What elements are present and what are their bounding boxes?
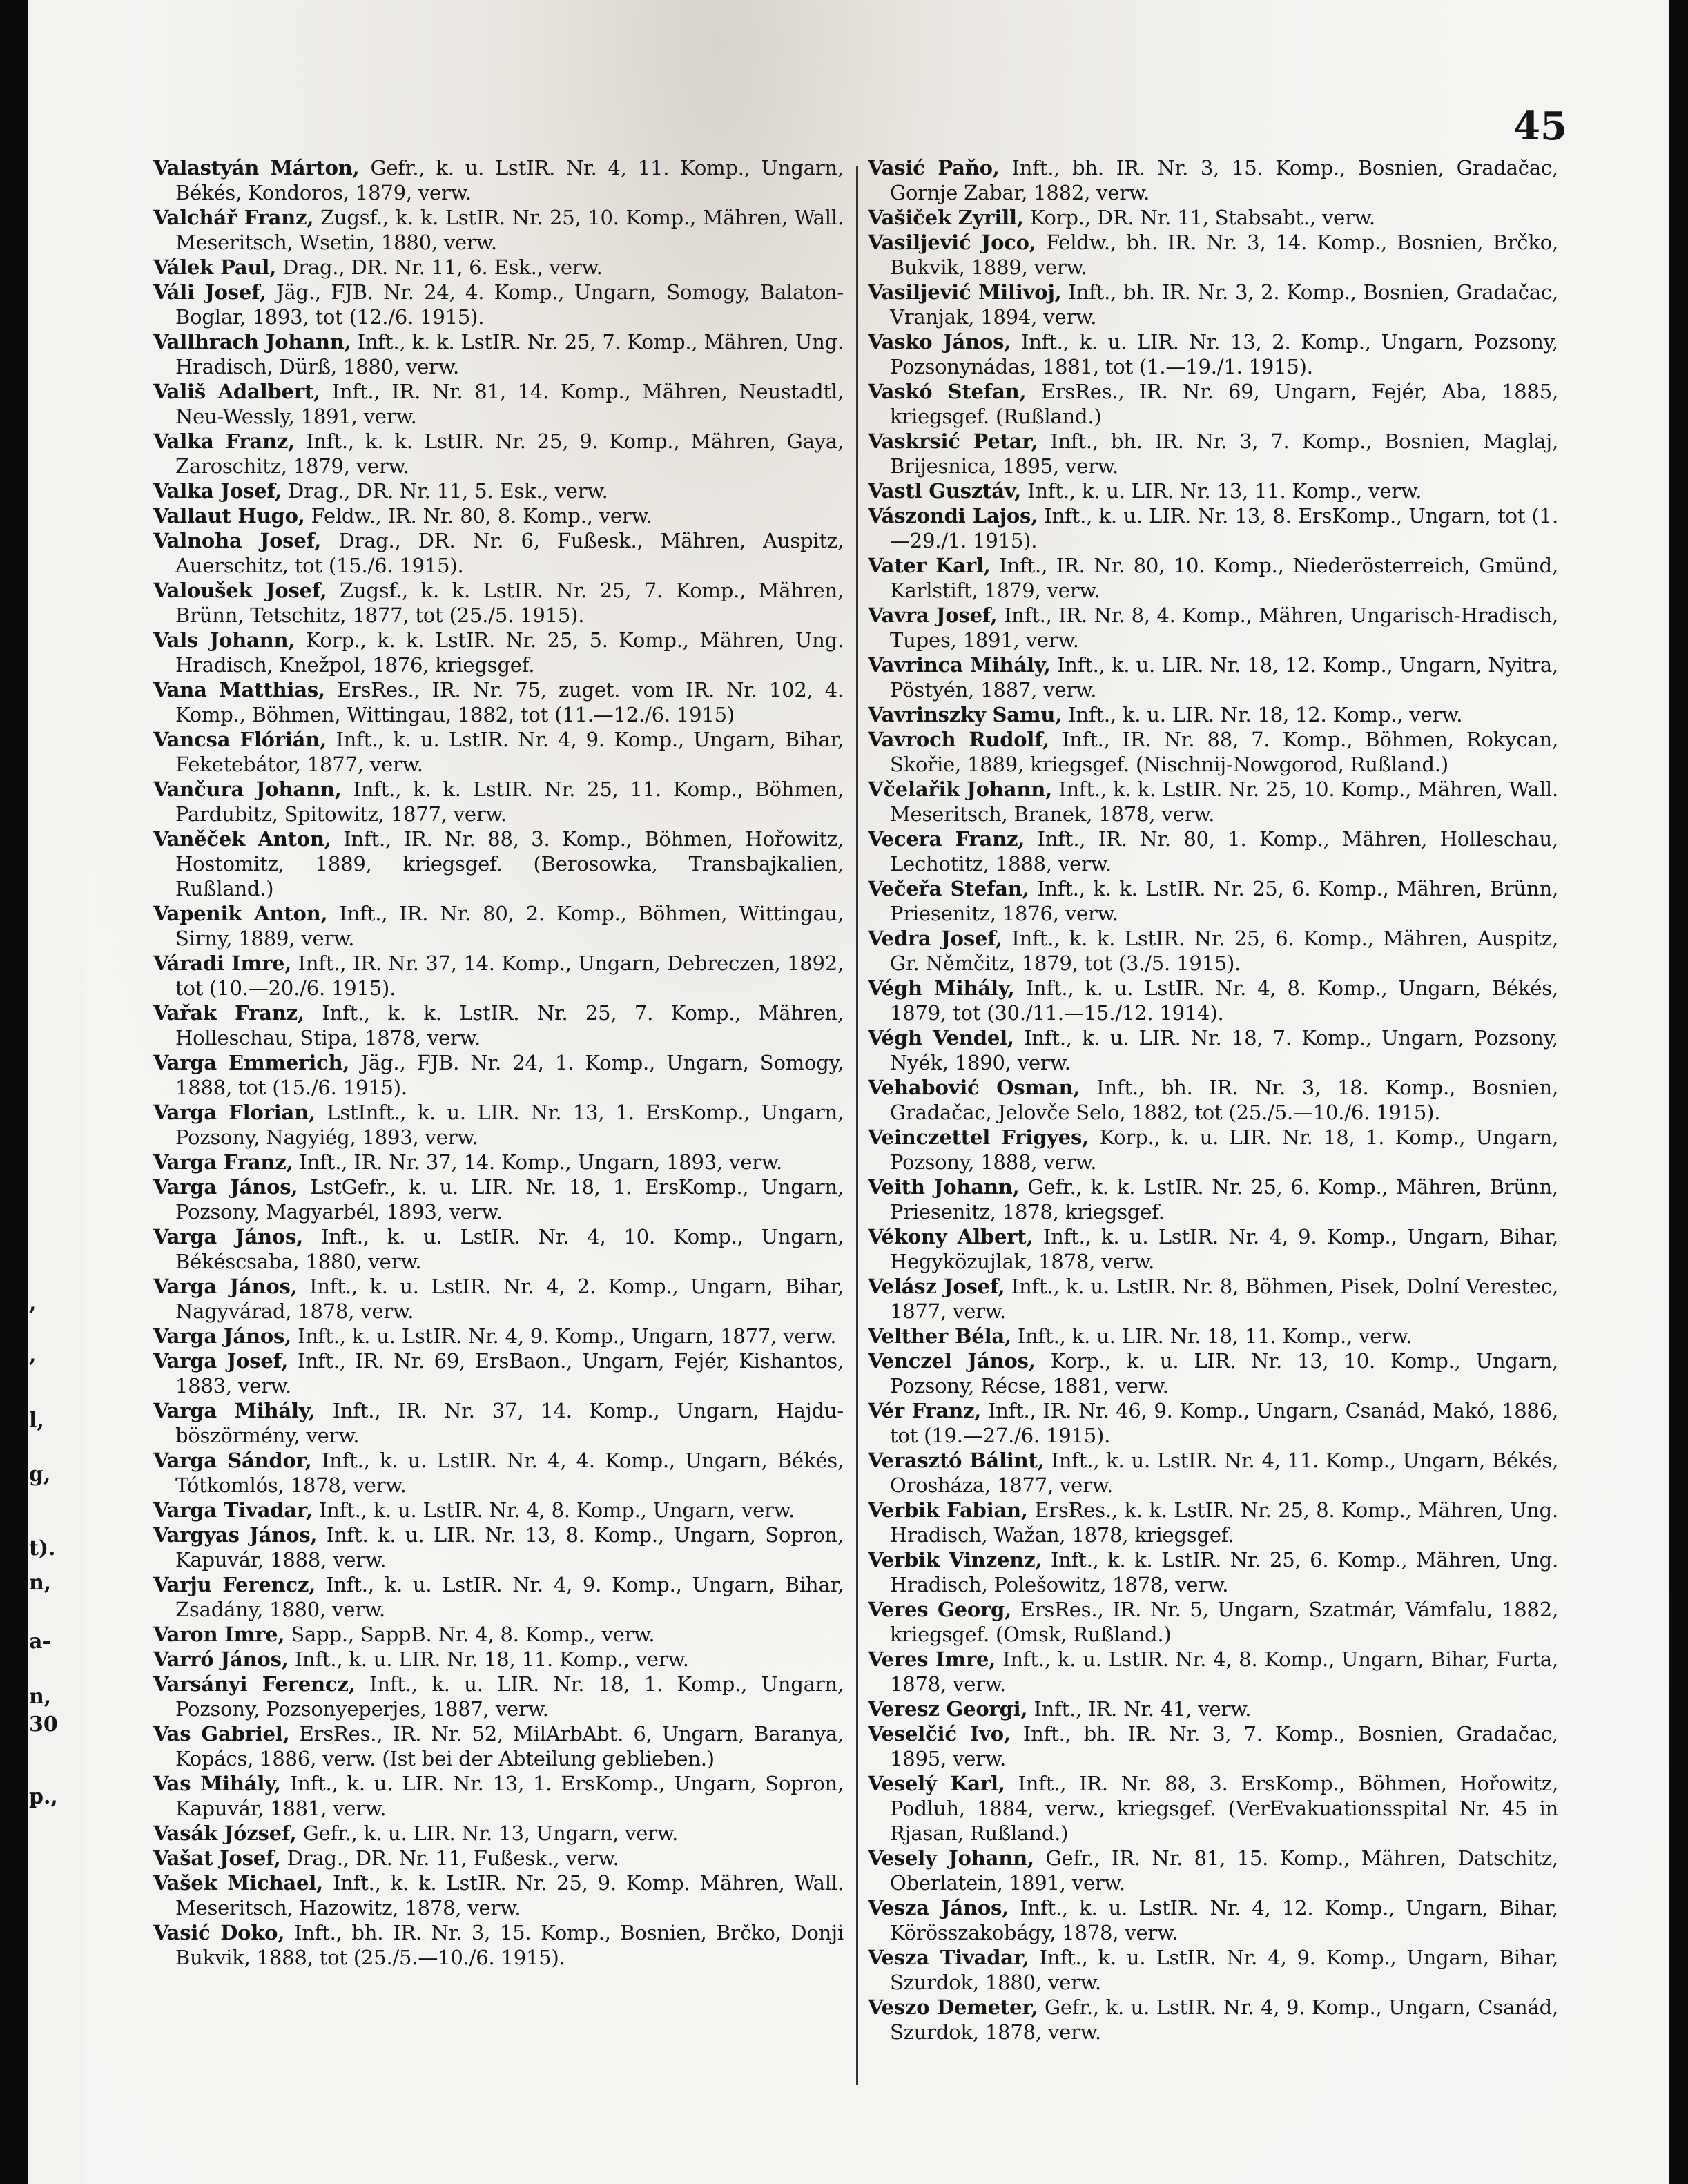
entry-details: Inft., k. u. LIR. Nr. 18, 11. Komp., verw. <box>1017 1324 1413 1348</box>
entry-name: Vališ Adalbert, <box>153 380 320 403</box>
entry-details: Inft. k. u. LIR. Nr. 13, 8. Komp., Ungarn, Sopron, Kapuvár, 1888, verw. <box>175 1523 844 1572</box>
entry-details: Drag., DR. Nr. 11, 5. Esk., verw. <box>288 479 608 503</box>
entry-name: Varga Franz, <box>153 1150 293 1174</box>
entry-details: Inft., k. u. LIR. Nr. 18, 11. Komp., verw. <box>294 1647 689 1671</box>
roll-entry <box>153 1572 844 1622</box>
roll-entry <box>153 1846 844 1871</box>
previous-page-margin <box>28 0 84 2184</box>
entry-details: Inft., k. k. LstIR. Nr. 25, 10. Komp., Mähren, Wall. Meseritsch, Branek, 1878, verw. <box>890 777 1558 826</box>
roll-entry <box>868 727 1558 777</box>
entry-name: Varga Emmerich, <box>153 1051 350 1074</box>
roll-entry <box>868 926 1558 976</box>
entry-name: Vasák József, <box>153 1821 297 1845</box>
entry-name: Valastyán Márton, <box>153 156 360 180</box>
roll-entry <box>868 976 1558 1025</box>
entry-details: Inft., k. u. LIR. Nr. 18, 1. Komp., Ungarn, Pozsony, Pozsonyeperjes, 1887, verw. <box>175 1672 844 1721</box>
roll-entry <box>868 1647 1558 1697</box>
roll-entry <box>868 1846 1558 1895</box>
roll-entry <box>153 901 844 951</box>
margin-fragment: 30 <box>29 1712 58 1737</box>
roll-entry <box>153 827 844 901</box>
entry-details: Korp., DR. Nr. 11, Stabsabt., verw. <box>1029 206 1375 229</box>
scan-left-border <box>0 0 28 2184</box>
roll-entry <box>153 1771 844 1821</box>
column-divider <box>856 166 858 2085</box>
roll-entry <box>868 1025 1558 1075</box>
entry-details: Inft., k. u. LstIR. Nr. 4, 9. Komp., Ungarn, Bihar, Hegyközujlak, 1878, verw. <box>890 1225 1558 1273</box>
roll-entry <box>153 1920 844 1970</box>
roll-entry <box>868 827 1558 876</box>
roll-entry <box>153 528 844 578</box>
entry-name: Vasiljević Joco, <box>868 231 1036 254</box>
entry-name: Vana Matthias, <box>153 678 325 702</box>
roll-entry <box>868 1995 1558 2045</box>
entry-name: Veres Georg, <box>868 1598 1012 1621</box>
margin-fragment: , <box>29 1291 37 1315</box>
entry-details: Inft., IR. Nr. 46, 9. Komp., Ungarn, Csanád, Makó, 1886, tot (19.—27./6. 1915). <box>890 1399 1558 1447</box>
entry-details: Jäg., FJB. Nr. 24, 1. Komp., Ungarn, Somogy, 1888, tot (15./6. 1915). <box>175 1051 844 1099</box>
roll-entry <box>868 329 1558 379</box>
entry-details: Inft., k. u. LstIR. Nr. 4, 10. Komp., Ungarn, Békéscsaba, 1880, verw. <box>175 1225 844 1273</box>
entry-details: Inft., k. k. LstIR. Nr. 25, 6. Komp., Mähren, Brünn, Priesenitz, 1876, verw. <box>890 877 1558 925</box>
roll-entry <box>868 1597 1558 1647</box>
entry-details: Drag., DR. Nr. 6, Fußesk., Mähren, Auspitz, Auerschitz, tot (15./6. 1915). <box>175 529 844 577</box>
entry-name: Verbik Fabian, <box>868 1498 1028 1522</box>
roll-entry <box>153 1721 844 1771</box>
roll-entry <box>868 603 1558 653</box>
entry-details: Inft., k. k. LstIR. Nr. 25, 6. Komp., Mähren, Auspitz, Gr. Němčitz, 1879, tot (3./5. 1915). <box>890 927 1558 975</box>
entry-name: Varga Sándor, <box>153 1449 312 1472</box>
entry-details: Inft., k. u. LIR. Nr. 13, 2. Komp., Ungarn, Pozsony, Pozsonynádas, 1881, tot (1.—19./1. 1915). <box>890 330 1558 378</box>
roll-entry <box>868 155 1558 205</box>
roll-entry <box>153 1050 844 1100</box>
roll-entry <box>153 1622 844 1647</box>
entry-name: Vesza János, <box>868 1896 1009 1920</box>
entry-name: Veres Imre, <box>868 1647 996 1671</box>
entry-name: Vašat Josef, <box>153 1846 281 1870</box>
roll-entry <box>153 1175 844 1224</box>
entry-details: Inft., k. u. LstIR. Nr. 8, Böhmen, Pisek, Dolní Verestec, 1877, verw. <box>890 1275 1558 1323</box>
roll-entry <box>153 1448 844 1498</box>
entry-name: Včelařik Johann, <box>868 777 1053 801</box>
entry-name: Varga János, <box>153 1275 298 1298</box>
roll-entry <box>868 280 1558 329</box>
entry-name: Veszo Demeter, <box>868 1995 1038 2019</box>
entry-details: Gefr., k. u. LstIR. Nr. 4, 11. Komp., Ungarn, Békés, Kondoros, 1879, verw. <box>175 156 844 204</box>
roll-entry <box>868 1697 1558 1721</box>
roll-entry <box>153 429 844 479</box>
entry-details: Inft., IR. Nr. 88, 3. Komp., Böhmen, Hořowitz, Hostomitz, 1889, kriegsgef. (Berosowka, Transbajkalien, Rußland.) <box>175 827 844 900</box>
entry-details: Inft., IR. Nr. 69, ErsBaon., Ungarn, Fejér, Kishantos, 1883, verw. <box>175 1349 844 1398</box>
entry-name: Večeřa Stefan, <box>868 877 1029 900</box>
roll-entry <box>153 1224 844 1274</box>
entry-details: Inft., k. k. LstIR. Nr. 25, 9. Komp. Mähren, Wall. Meseritsch, Hazowitz, 1878, verw. <box>175 1871 844 1920</box>
entry-name: Vesza Tivadar, <box>868 1946 1029 1969</box>
entry-name: Vas Mihály, <box>153 1772 281 1795</box>
entry-name: Varsányi Ferencz, <box>153 1672 356 1696</box>
entry-name: Valnoha Josef, <box>153 529 322 552</box>
entry-details: Inft., bh. IR. Nr. 3, 15. Komp., Bosnien, Gradačac, Gornje Zabar, 1882, verw. <box>890 156 1558 204</box>
entry-details: Inft., bh. IR. Nr. 3, 2. Komp., Bosnien, Gradačac, Vranjak, 1894, verw. <box>890 280 1558 329</box>
margin-fragment: p., <box>29 1785 58 1809</box>
roll-entry <box>153 155 844 205</box>
entry-name: Varga Mihály, <box>153 1399 316 1422</box>
entry-details: Feldw., bh. IR. Nr. 3, 14. Komp., Bosnien, Brčko, Bukvik, 1889, verw. <box>890 231 1558 279</box>
entry-details: Inft., k. k. LstIR. Nr. 25, 11. Komp., Böhmen, Pardubitz, Spitowitz, 1877, verw. <box>175 777 844 826</box>
roll-entry <box>153 205 844 255</box>
roll-entry <box>153 1150 844 1175</box>
entry-name: Vancsa Flórián, <box>153 728 327 751</box>
roll-entry <box>868 553 1558 603</box>
entry-details: Korp., k. u. LIR. Nr. 18, 1. Komp., Ungarn, Pozsony, 1888, verw. <box>890 1125 1558 1174</box>
entry-details: Inft., k. u. LIR. Nr. 18, 7. Komp., Ungarn, Pozsony, Nyék, 1890, verw. <box>890 1026 1558 1074</box>
entry-details: Inft., IR. Nr. 80, 10. Komp., Niederösterreich, Gmünd, Karlstift, 1879, verw. <box>890 554 1558 602</box>
roll-entry <box>153 1672 844 1721</box>
entry-name: Végh Vendel, <box>868 1026 1014 1050</box>
entry-details: Inft., k. u. LIR. Nr. 13, 11. Komp., verw. <box>1027 479 1422 503</box>
entry-details: Inft., k. u. LIR. Nr. 18, 12. Komp., verw. <box>1068 703 1463 726</box>
entry-details: ErsRes., IR. Nr. 69, Ungarn, Fejér, Aba, 1885, kriegsgef. (Rußland.) <box>890 380 1558 428</box>
roll-entry <box>868 429 1558 479</box>
entry-name: Varga Florian, <box>153 1101 316 1124</box>
entry-details: Gefr., k. k. LstIR. Nr. 25, 6. Komp., Mähren, Brünn, Priesenitz, 1878, kriegsgef. <box>890 1175 1558 1224</box>
roll-entry <box>153 1274 844 1324</box>
entry-name: Velász Josef, <box>868 1275 1005 1298</box>
entry-details: Inft., IR. Nr. 41, verw. <box>1034 1697 1252 1721</box>
roll-entry <box>868 1075 1558 1125</box>
entry-details: Korp., k. k. LstIR. Nr. 25, 5. Komp., Mähren, Ung. Hradisch, Knežpol, 1876, kriegsgef. <box>175 628 844 677</box>
roll-entry <box>153 1498 844 1523</box>
entry-details: Feldw., IR. Nr. 80, 8. Komp., verw. <box>311 504 652 528</box>
roll-entry <box>868 1771 1558 1846</box>
entry-details: Inft., IR. Nr. 37, 14. Komp., Ungarn, Hajdu-böszörmény, verw. <box>175 1399 844 1447</box>
entry-name: Vals Johann, <box>153 628 295 652</box>
entry-details: Inft., k. u. LIR. Nr. 18, 12. Komp., Ungarn, Nyitra, Pöstyén, 1887, verw. <box>890 653 1558 702</box>
entry-details: Inft., k. u. LstIR. Nr. 4, 8. Komp., Ungarn, Békés, 1879, tot (30./11.—15./12. 1914). <box>890 976 1558 1025</box>
entry-name: Vecera Franz, <box>868 827 1025 851</box>
roll-entry <box>868 1945 1558 1995</box>
roll-entry <box>868 503 1558 553</box>
roll-entry <box>153 1324 844 1349</box>
entry-details: Inft., k. u. LstIR. Nr. 4, 9. Komp., Ungarn, Bihar, Zsadány, 1880, verw. <box>175 1573 844 1621</box>
entry-details: Gefr., k. u. LIR. Nr. 13, Ungarn, verw. <box>302 1821 679 1845</box>
entry-details: LstInft., k. u. LIR. Nr. 13, 1. ErsKomp., Ungarn, Pozsony, Nagyiég, 1893, verw. <box>175 1101 844 1149</box>
entry-details: Inft., k. k. LstIR. Nr. 25, 9. Komp., Mähren, Gaya, Zaroschitz, 1879, verw. <box>175 429 844 478</box>
entry-details: Zugsf., k. k. LstIR. Nr. 25, 10. Komp., Mähren, Wall. Meseritsch, Wsetin, 1880, verw. <box>175 206 844 254</box>
roll-entry <box>153 1523 844 1572</box>
roll-entry <box>868 1547 1558 1597</box>
roll-entry <box>153 1100 844 1150</box>
entry-details: Inft., IR. Nr. 37, 14. Komp., Ungarn, Debreczen, 1892, tot (10.—20./6. 1915). <box>175 951 844 1000</box>
roll-entry <box>153 951 844 1001</box>
entry-name: Vančura Johann, <box>153 777 342 801</box>
entry-details: Korp., k. u. LIR. Nr. 13, 10. Komp., Ungarn, Pozsony, Récse, 1881, verw. <box>890 1349 1558 1398</box>
entry-details: Zugsf., k. k. LstIR. Nr. 25, 7. Komp., Mähren, Brünn, Tetschitz, 1877, tot (25./5. 1915). <box>175 579 844 627</box>
entry-name: Valka Josef, <box>153 479 282 503</box>
margin-fragment: , <box>29 1343 37 1367</box>
roll-entry <box>153 503 844 528</box>
entry-name: Veselčić Ivo, <box>868 1722 1011 1746</box>
entry-details: Inft., bh. IR. Nr. 3, 7. Komp., Bosnien, Gradačac, 1895, verw. <box>890 1722 1558 1770</box>
entry-name: Vavroch Rudolf, <box>868 728 1049 751</box>
margin-fragment: a- <box>29 1630 51 1654</box>
entry-details: Sapp., SappB. Nr. 4, 8. Komp., verw. <box>291 1623 655 1646</box>
entry-details: Inft., k. u. LstIR. Nr. 4, 8. Komp., Ungarn, verw. <box>318 1498 795 1522</box>
scan-right-border <box>1669 0 1688 2184</box>
roll-entry <box>868 777 1558 827</box>
entry-details: Inft., k. k. LstIR. Nr. 25, 7. Komp., Mähren, Ung. Hradisch, Dürß, 1880, verw. <box>175 330 844 378</box>
entry-details: ErsRes., IR. Nr. 52, MilArbAbt. 6, Ungarn, Baranya, Kopács, 1886, verw. (Ist bei der Abteilung geblieben.) <box>175 1722 844 1770</box>
entry-name: Vér Franz, <box>868 1399 982 1422</box>
entry-name: Vastl Gusztáv, <box>868 479 1022 503</box>
margin-fragment: t). <box>29 1536 56 1560</box>
entry-name: Vasko János, <box>868 330 1011 354</box>
entry-name: Vargyas János, <box>153 1523 318 1547</box>
entry-details: Inft., k. u. LIR. Nr. 13, 8. ErsKomp., Ungarn, tot (1.—29./1. 1915). <box>890 504 1558 552</box>
entry-details: Inft., k. u. LstIR. Nr. 4, 9. Komp., Ungarn, Bihar, Szurdok, 1880, verw. <box>890 1946 1558 1994</box>
entry-name: Vasić Paňo, <box>868 156 1000 180</box>
entry-name: Vas Gabriel, <box>153 1722 290 1746</box>
entry-details: Inft., k. u. LstIR. Nr. 4, 12. Komp., Ungarn, Bihar, Körösszakobágy, 1878, verw. <box>890 1896 1558 1944</box>
roll-entry <box>153 329 844 379</box>
roll-entry <box>868 1324 1558 1349</box>
roll-entry <box>153 379 844 429</box>
entry-details: LstGefr., k. u. LIR. Nr. 18, 1. ErsKomp., Ungarn, Pozsony, Magyarbél, 1893, verw. <box>175 1175 844 1224</box>
entry-name: Veresz Georgi, <box>868 1697 1028 1721</box>
entry-name: Vater Karl, <box>868 554 991 577</box>
roll-entry <box>153 578 844 628</box>
entry-details: Inft., k. k. LstIR. Nr. 25, 6. Komp., Mähren, Ung. Hradisch, Polešowitz, 1878, verw. <box>890 1548 1558 1596</box>
entry-name: Vehabović Osman, <box>868 1076 1080 1099</box>
entry-details: Inft., k. u. LstIR. Nr. 4, 11. Komp., Ungarn, Békés, Orosháza, 1877, verw. <box>890 1449 1558 1497</box>
roll-entry <box>153 479 844 503</box>
entry-name: Verasztó Bálint, <box>868 1449 1045 1472</box>
entry-details: Inft., IR. Nr. 81, 14. Komp., Mähren, Neustadtl, Neu-Wessly, 1891, verw. <box>175 380 844 428</box>
roll-entry <box>868 1895 1558 1945</box>
roll-entry <box>868 1349 1558 1398</box>
entry-name: Veith Johann, <box>868 1175 1020 1199</box>
entry-details: ErsRes., IR. Nr. 5, Ungarn, Szatmár, Vámfalu, 1882, kriegsgef. (Omsk, Rußland.) <box>890 1598 1558 1646</box>
entry-details: Inft., k. k. LstIR. Nr. 25, 7. Komp., Mähren, Holleschau, Stipa, 1878, verw. <box>175 1001 844 1050</box>
entry-details: Inft., bh. IR. Nr. 3, 18. Komp., Bosnien, Gradačac, Jelovče Selo, 1882, tot (25./5.—10./6. 1915). <box>890 1076 1558 1124</box>
document-page <box>84 0 1669 2184</box>
entry-details: ErsRes., k. k. LstIR. Nr. 25, 8. Komp., Mähren, Ung. Hradisch, Wažan, 1878, kriegsgef. <box>890 1498 1558 1547</box>
page-number: 45 <box>1513 104 1567 149</box>
entry-details: Gefr., IR. Nr. 81, 15. Komp., Mähren, Datschitz, Oberlatein, 1891, verw. <box>890 1846 1558 1895</box>
entry-details: ErsRes., IR. Nr. 75, zuget. vom IR. Nr. 102, 4. Komp., Böhmen, Wittingau, 1882, tot (11.—12./6. 1915) <box>175 678 844 726</box>
entry-details: Inft., bh. IR. Nr. 3, 7. Komp., Bosnien, Maglaj, Brijesnica, 1895, verw. <box>890 429 1558 478</box>
roll-entry <box>153 1349 844 1398</box>
entry-name: Veinczettel Frigyes, <box>868 1125 1089 1149</box>
roll-entry <box>868 702 1558 727</box>
entry-name: Végh Mihály, <box>868 976 1015 1000</box>
entry-details: Inft., IR. Nr. 88, 7. Komp., Böhmen, Rokycan, Skořie, 1889, kriegsgef. (Nischnij-Nowgorod, Rußland.) <box>890 728 1558 776</box>
roll-entry <box>153 1001 844 1050</box>
entry-details: Inft., k. u. LstIR. Nr. 4, 9. Komp., Ungarn, 1877, verw. <box>298 1324 837 1348</box>
roll-entry <box>868 876 1558 926</box>
entry-name: Vašek Michael, <box>153 1871 323 1895</box>
entry-name: Varon Imre, <box>153 1623 285 1646</box>
margin-fragment: n, <box>29 1685 52 1709</box>
entry-name: Vaněček Anton, <box>153 827 331 851</box>
roll-entry <box>153 1398 844 1448</box>
roll-entry <box>153 777 844 827</box>
roll-entry <box>868 1274 1558 1324</box>
roll-entry <box>868 1398 1558 1448</box>
entry-name: Varga János, <box>153 1324 292 1348</box>
entry-name: Valchář Franz, <box>153 206 314 229</box>
right-column <box>868 155 1558 2151</box>
roll-entry <box>868 205 1558 230</box>
roll-entry <box>868 1175 1558 1224</box>
roll-entry <box>868 479 1558 503</box>
roll-entry <box>153 1821 844 1846</box>
roll-entry <box>868 1448 1558 1498</box>
roll-entry <box>868 1498 1558 1547</box>
entry-name: Vékony Albert, <box>868 1225 1034 1248</box>
entry-name: Vasiljević Milivoj, <box>868 280 1062 304</box>
entry-name: Vaskó Stefan, <box>868 380 1027 403</box>
entry-details: Inft., k. u. LstIR. Nr. 4, 9. Komp., Ungarn, Bihar, Feketebátor, 1877, verw. <box>175 728 844 776</box>
entry-details: Inft., IR. Nr. 8, 4. Komp., Mähren, Ungarisch-Hradisch, Tupes, 1891, verw. <box>890 603 1558 652</box>
roll-entry <box>868 1125 1558 1175</box>
entry-name: Vallaut Hugo, <box>153 504 305 528</box>
roll-entry <box>153 1871 844 1920</box>
roll-entry <box>868 1721 1558 1771</box>
entry-name: Verbik Vinzenz, <box>868 1548 1042 1572</box>
entry-details: Inft., k. u. LstIR. Nr. 4, 8. Komp., Ungarn, Bihar, Furta, 1878, verw. <box>890 1647 1558 1696</box>
entry-name: Vesely Johann, <box>868 1846 1034 1870</box>
entry-details: Inft., IR. Nr. 80, 2. Komp., Böhmen, Wittingau, Sirny, 1889, verw. <box>175 902 844 950</box>
roll-entry <box>153 628 844 677</box>
entry-name: Varga Tivadar, <box>153 1498 313 1522</box>
entry-name: Váli Josef, <box>153 280 266 304</box>
entry-name: Valka Franz, <box>153 429 295 453</box>
entry-name: Varga János, <box>153 1175 298 1199</box>
entry-name: Vavra Josef, <box>868 603 998 627</box>
entry-name: Varju Ferencz, <box>153 1573 316 1596</box>
roll-entry <box>153 255 844 280</box>
roll-entry <box>868 379 1558 429</box>
entry-name: Vařak Franz, <box>153 1001 304 1025</box>
entry-details: Gefr., k. u. LstIR. Nr. 4, 9. Komp., Ungarn, Csanád, Szurdok, 1878, verw. <box>890 1995 1558 2044</box>
entry-name: Veselý Karl, <box>868 1772 1005 1795</box>
entry-name: Vászondi Lajos, <box>868 504 1038 528</box>
entry-details: Inft., k. u. LstIR. Nr. 4, 2. Komp., Ungarn, Bihar, Nagyvárad, 1878, verw. <box>175 1275 844 1323</box>
roll-entry <box>153 280 844 329</box>
entry-details: Inft., k. u. LIR. Nr. 13, 1. ErsKomp., Ungarn, Sopron, Kapuvár, 1881, verw. <box>175 1772 844 1820</box>
entry-name: Vaskrsić Petar, <box>868 429 1038 453</box>
entry-name: Venczel János, <box>868 1349 1036 1373</box>
roll-entry <box>153 677 844 727</box>
entry-name: Valoušek Josef, <box>153 579 327 602</box>
entry-name: Varga Josef, <box>153 1349 289 1373</box>
entry-name: Velther Béla, <box>868 1324 1011 1348</box>
entry-name: Varró János, <box>153 1647 289 1671</box>
entry-name: Váradi Imre, <box>153 951 292 975</box>
entry-details: Inft., IR. Nr. 80, 1. Komp., Mähren, Holleschau, Lechotitz, 1888, verw. <box>890 827 1558 876</box>
roll-entry <box>153 727 844 777</box>
entry-details: Inft., k. u. LstIR. Nr. 4, 4. Komp., Ungarn, Békés, Tótkomlós, 1878, verw. <box>175 1449 844 1497</box>
entry-name: Vasić Doko, <box>153 1921 285 1944</box>
roll-entry <box>868 230 1558 280</box>
entry-details: Drag., DR. Nr. 11, 6. Esk., verw. <box>282 255 603 279</box>
roll-entry <box>868 653 1558 702</box>
entry-name: Vallhrach Johann, <box>153 330 351 354</box>
margin-fragment: l, <box>29 1409 44 1433</box>
margin-fragments <box>28 0 84 2184</box>
entry-name: Vavrinszky Samu, <box>868 703 1063 726</box>
entry-details: Jäg., FJB. Nr. 24, 4. Komp., Ungarn, Somogy, Balaton-Boglar, 1893, tot (12./6. 1915). <box>175 280 844 329</box>
entry-details: Drag., DR. Nr. 11, Fußesk., verw. <box>287 1846 619 1870</box>
entry-name: Vašiček Zyrill, <box>868 206 1024 229</box>
entry-details: Inft., IR. Nr. 37, 14. Komp., Ungarn, 1893, verw. <box>299 1150 783 1174</box>
entry-name: Varga János, <box>153 1225 303 1248</box>
entry-name: Vapenik Anton, <box>153 902 328 925</box>
entry-name: Válek Paul, <box>153 255 277 279</box>
roll-entry <box>868 1224 1558 1274</box>
margin-fragment: g, <box>29 1462 51 1487</box>
left-column <box>153 155 844 2151</box>
entry-name: Vavrinca Mihály, <box>868 653 1051 677</box>
margin-fragment: n, <box>29 1571 52 1595</box>
entry-details: Inft., IR. Nr. 88, 3. ErsKomp., Böhmen, Hořowitz, Podluh, 1884, verw., kriegsgef. (VerEvakuationsspital Nr. 45 in Rjasan, Rußland.) <box>890 1772 1558 1845</box>
entry-name: Vedra Josef, <box>868 927 1002 950</box>
entry-details: Inft., bh. IR. Nr. 3, 15. Komp., Bosnien, Brčko, Donji Bukvik, 1888, tot (25./5.—10./6. 1915). <box>175 1921 844 1969</box>
roll-entry <box>153 1647 844 1672</box>
